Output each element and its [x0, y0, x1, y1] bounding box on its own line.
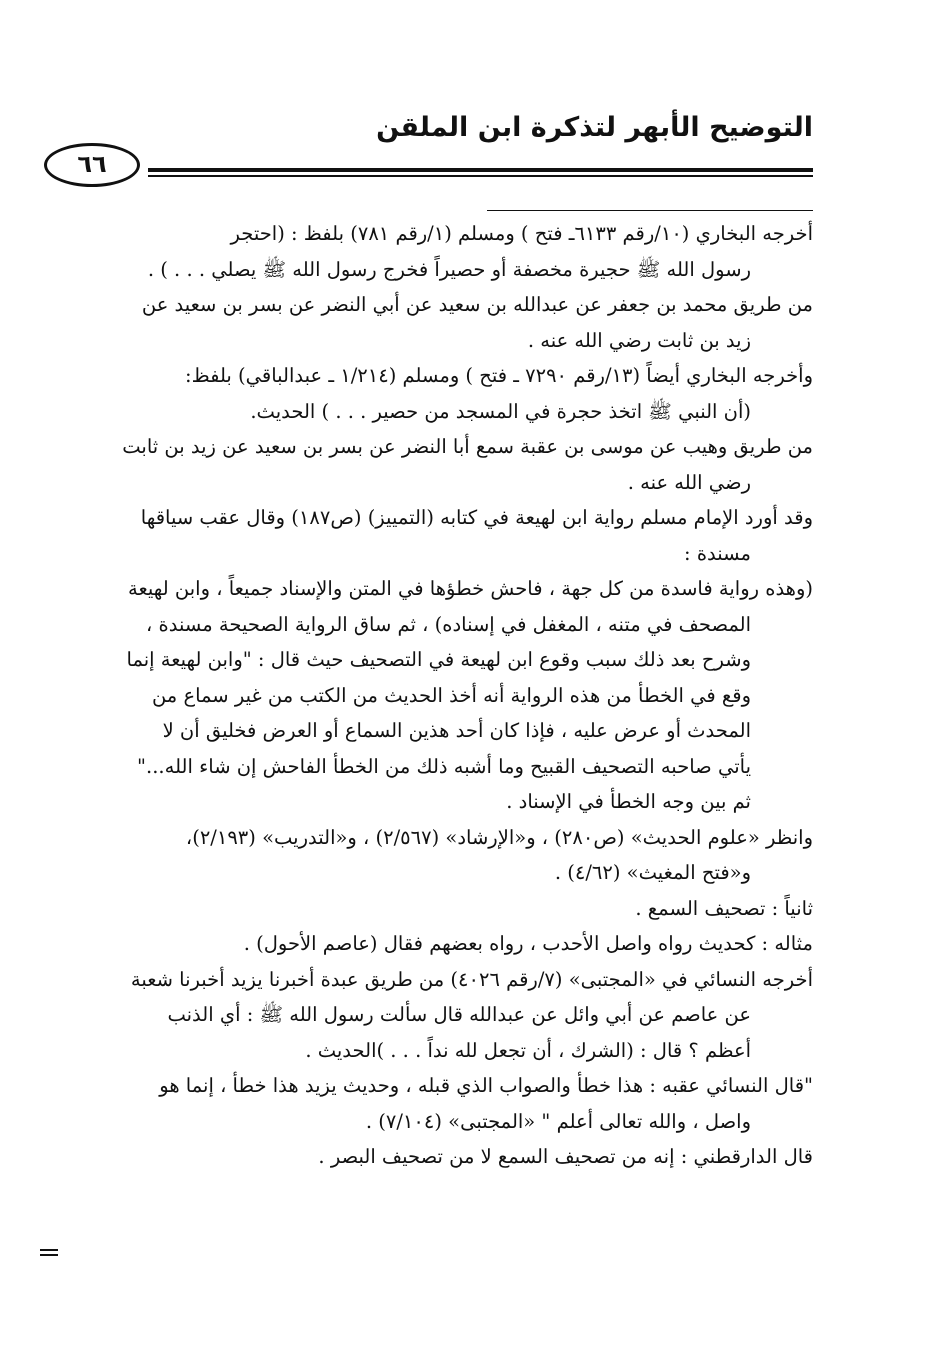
- footnote-text: [46, 216, 813, 1175]
- text-line: زيد بن ثابت رضي الله عنه .: [527, 328, 751, 352]
- text-line: وقع في الخطأ من هذه الرواية أنه أخذ الحديث من الكتب من غير سماع من: [151, 683, 751, 707]
- text-line: رضي الله عنه .: [627, 470, 751, 494]
- text-line: رسول الله ﷺ حجيرة مخصفة أو حصيراً فخرج رسول الله ﷺ يصلي . . . ) .: [147, 257, 751, 281]
- text-line: ثانياً : تصحيف السمع .: [635, 896, 813, 920]
- header-rule-thick: [148, 168, 813, 172]
- text-line: قال الدارقطني : إنه من تصحيف السمع لا من تصحيف البصر .: [318, 1145, 813, 1168]
- text-line: أخرجه البخاري (١٠/رقم ٦١٣٣ـ فتح ) ومسلم (١/رقم ٧٨١) بلفظ : (احتجر: [230, 222, 813, 245]
- text-line: مسندة :: [684, 541, 751, 565]
- text-line: من طريق محمد بن جعفر عن عبدالله بن سعيد عن أبي النضر عن بسر بن سعيد عن: [141, 293, 813, 316]
- text-line: يأتي صاحبه التصحيف القبيح وما أشبه ذلك من الخطأ الفاحش إن شاء الله...": [137, 754, 751, 778]
- page-header: [0, 0, 933, 200]
- text-line: (أن النبي ﷺ اتخذ حجرة في المسجد من حصير . . . ) الحديث.: [250, 399, 751, 423]
- header-rule-thin: [148, 175, 813, 177]
- text-line: "قال النسائي عقبه : هذا خطأ والصواب الذي قبله ، وحديث يزيد هذا خطأ ، إنما هو: [159, 1074, 813, 1097]
- page-number: ٦٦: [44, 143, 140, 187]
- text-line: وأخرجه البخاري أيضاً (١٣/رقم ٧٢٩٠ ـ فتح ) ومسلم (١/٢١٤ ـ عبدالباقي) بلفظ:: [185, 364, 813, 387]
- text-line: أعظم ؟ قال : (الشرك ، أن تجعل لله نداً . . . )الحديث .: [305, 1038, 751, 1062]
- text-line: وقد أورد الإمام مسلم رواية ابن لهيعة في كتابه (التمييز) (ص١٨٧) وقال عقب سياقها: [140, 506, 813, 529]
- text-line: من طريق وهيب عن موسى بن عقبة سمع أبا النضر عن بسر بن سعيد عن زيد بن ثابت: [122, 435, 813, 458]
- footnote-separator: [487, 210, 813, 211]
- text-line: المصحف في متنه ، المغفل في إسناده) ، ثم ساق الرواية الصحيحة مسندة ،: [146, 612, 751, 636]
- text-line: (وهذه رواية فاسدة من كل جهة ، فاحش خطؤها في المتن والإسناد جميعاً ، وابن لهيعة: [128, 577, 813, 600]
- text-line: المحدث أو عرض عليه ، فإذا كان أحد هذين السماع أو العرض فخليق أن لا: [162, 719, 751, 742]
- text-line: أخرجه النسائي في «المجتبى» (٧/رقم ٤٠٢٦) من طريق عبدة أخبرنا يزيد أخبرنا شعبة: [130, 967, 813, 991]
- text-line: وشرح بعد ذلك سبب وقوع ابن لهيعة في التصحيف حيث قال : "وابن لهيعة إنما: [126, 648, 751, 671]
- text-line: و«فتح المغيث» (٤/٦٢) .: [554, 861, 751, 884]
- text-line: واصل ، والله تعالى أعلم " «المجتبى» (٧/١٠٤) .: [365, 1109, 751, 1133]
- text-line: عن عاصم عن أبي وائل عن عبدالله قال سألت رسول الله ﷺ : أي الذنب: [167, 1003, 751, 1026]
- book-title: التوضيح الأبهر لتذكرة ابن الملقن: [376, 112, 813, 143]
- text-line: ثم بين وجه الخطأ في الإسناد .: [506, 790, 751, 813]
- end-mark: [40, 1249, 58, 1259]
- text-line: مثاله : كحديث رواه واصل الأحدب ، رواه بعضهم فقال (عاصم الأحول) .: [243, 932, 813, 955]
- text-line: وانظر «علوم الحديث» (ص٢٨٠) ، و«الإرشاد» (٢/٥٦٧) ، و«التدريب» (٢/١٩٣)،: [185, 825, 813, 849]
